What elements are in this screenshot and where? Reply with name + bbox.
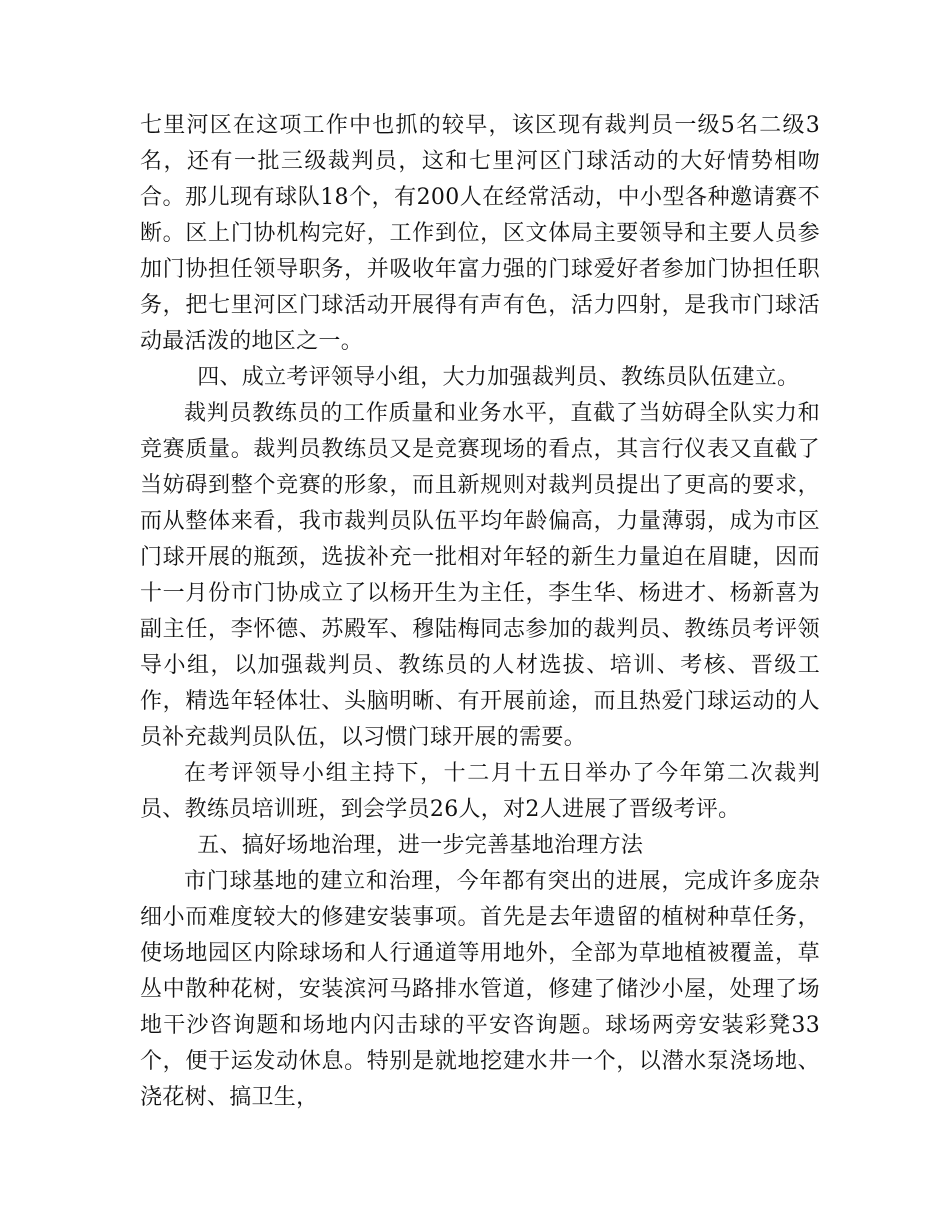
section-heading-four: 四、成立考评领导小组，大力加强裁判员、教练员队伍建立。 [197,365,800,390]
section-heading-five: 五、搞好场地治理，进一步完善基地治理方法 [197,833,644,858]
paragraph-base-management: 市门球基地的建立和治理，今年都有突出的进展，完成许多庞杂细小而难度较大的修建安装事项。首先是去年遗留的植树种草任务，使场地园区内除球场和人行通道等用地外，全部为草地植被覆盖，草丛中散种花树，安装滨河马路排水管道，修建了储沙小屋，处理了场地干沙咨询题和场地内闪击球的平安咨询题。球场两旁安装彩凳33个，便于运发动休息。特别是就地挖建水井一个，以潜水泵浇场地、浇花树、搞卫生， [140,869,820,1110]
paragraph-referee-quality: 裁判员教练员的工作质量和业务水平，直截了当妨碍全队实力和竞赛质量。裁判员教练员又是竞赛现场的看点，其言行仪表又直截了当妨碍到整个竞赛的形象，而且新规则对裁判员提出了更高的要求，而从整体来看，我市裁判员队伍平均年龄偏高，力量薄弱，成为市区门球开展的瓶颈，选拔补充一批相对年轻的新生力量迫在眉睫，因而十一月份市门协成立了以杨开生为主任，李生华、杨进才、杨新喜为副主任，李怀德、苏殿军、穆陆梅同志参加的裁判员、教练员考评领导小组，以加强裁判员、教练员的人材选拔、培训、考核、晋级工作，精选年轻体壮、头脑明晰、有开展前途，而且热爱门球运动的人员补充裁判员队伍，以习惯门球开展的需要。 [140,401,820,750]
paragraph-training-class: 在考评领导小组主持下，十二月十五日举办了今年第二次裁判员、教练员培训班，到会学员26人，对2人进展了晋级考评。 [140,761,820,822]
document-body [140,108,820,1116]
paragraph-qilihe-referees: 七里河区在这项工作中也抓的较早，该区现有裁判员一级5名二级3名，还有一批三级裁判员，这和七里河区门球活动的大好情势相吻合。那儿现有球队18个，有200人在经常活动，中小型各种邀请赛不断。区上门协机构完好，工作到位，区文体局主要领导和主要人员参加门协担任领导职务，并吸收年富力强的门球爱好者参加门协担任职务，把七里河区门球活动开展得有声有色，活力四射，是我市门球活动最活泼的地区之一。 [140,113,820,354]
